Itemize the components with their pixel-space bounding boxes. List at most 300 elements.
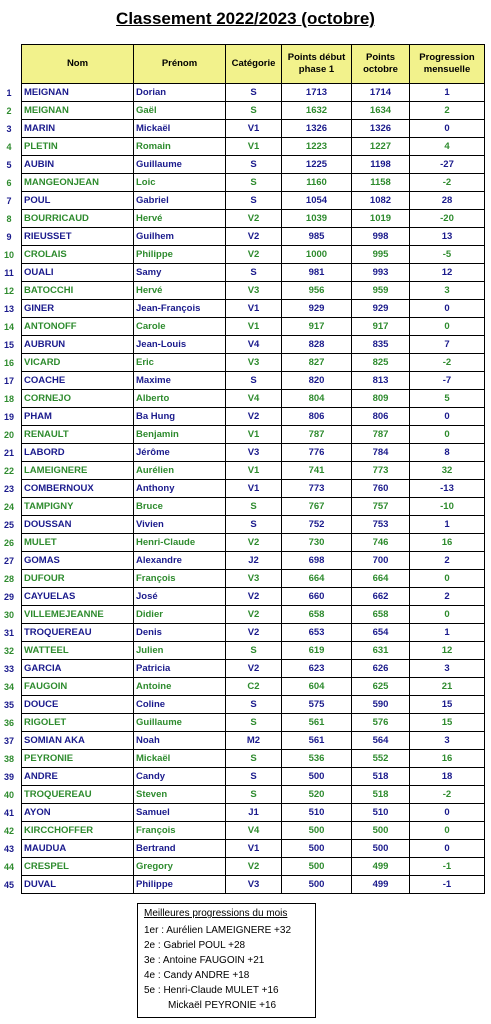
cell-points-octobre: 518 xyxy=(352,768,410,786)
table-row xyxy=(22,480,485,498)
cell-progression: -20 xyxy=(410,210,485,228)
cell-prenom: Hervé xyxy=(134,210,226,228)
cell-points-octobre: 998 xyxy=(352,228,410,246)
cell-progression: -27 xyxy=(410,156,485,174)
cell-categorie: V1 xyxy=(226,120,282,138)
cell-points-debut: 787 xyxy=(282,426,352,444)
cell-points-octobre: 959 xyxy=(352,282,410,300)
rank-number: 12 xyxy=(3,286,14,296)
ranking-table xyxy=(21,44,485,894)
cell-nom: ANDRE xyxy=(22,768,134,786)
header-progression: Progression mensuelle xyxy=(410,45,485,84)
table-row xyxy=(22,336,485,354)
cell-categorie: V1 xyxy=(226,480,282,498)
table-row xyxy=(22,444,485,462)
cell-points-octobre: 662 xyxy=(352,588,410,606)
cell-categorie: V2 xyxy=(226,246,282,264)
cell-points-octobre: 813 xyxy=(352,372,410,390)
cell-nom: POUL xyxy=(22,192,134,210)
cell-nom: DUVAL xyxy=(22,876,134,894)
table-row xyxy=(22,102,485,120)
cell-categorie: S xyxy=(226,264,282,282)
cell-prenom: Jean-Louis xyxy=(134,336,226,354)
cell-nom: AYON xyxy=(22,804,134,822)
cell-categorie: V1 xyxy=(226,426,282,444)
cell-progression: -10 xyxy=(410,498,485,516)
legend-line: 3e : Antoine FAUGOIN +21 xyxy=(144,955,265,966)
cell-points-octobre: 658 xyxy=(352,606,410,624)
cell-prenom: Denis xyxy=(134,624,226,642)
cell-prenom: Carole xyxy=(134,318,226,336)
table-row xyxy=(22,534,485,552)
rank-number: 15 xyxy=(3,340,14,350)
rank-number: 13 xyxy=(3,304,14,314)
rank-number: 21 xyxy=(3,448,14,458)
cell-points-octobre: 1714 xyxy=(352,84,410,102)
cell-categorie: V2 xyxy=(226,858,282,876)
cell-categorie: V3 xyxy=(226,444,282,462)
cell-points-octobre: 995 xyxy=(352,246,410,264)
cell-prenom: Coline xyxy=(134,696,226,714)
rank-number: 27 xyxy=(3,556,14,566)
header-points-debut: Points début phase 1 xyxy=(282,45,352,84)
cell-categorie: S xyxy=(226,174,282,192)
cell-progression: -1 xyxy=(410,858,485,876)
cell-nom: SOMIAN AKA xyxy=(22,732,134,750)
rank-number: 9 xyxy=(6,232,12,242)
rank-number: 10 xyxy=(3,250,14,260)
cell-categorie: S xyxy=(226,192,282,210)
cell-nom: DOUCE xyxy=(22,696,134,714)
rank-number: 28 xyxy=(3,574,14,584)
cell-points-octobre: 631 xyxy=(352,642,410,660)
cell-points-debut: 1326 xyxy=(282,120,352,138)
rank-number: 26 xyxy=(3,538,14,548)
table-row xyxy=(22,318,485,336)
cell-progression: 32 xyxy=(410,462,485,480)
cell-categorie: S xyxy=(226,750,282,768)
cell-progression: 0 xyxy=(410,426,485,444)
cell-prenom: Mickaël xyxy=(134,750,226,768)
table-row xyxy=(22,372,485,390)
rank-number: 2 xyxy=(6,106,12,116)
page-title xyxy=(0,9,491,29)
header-row xyxy=(22,45,485,84)
table-row xyxy=(22,606,485,624)
table-row xyxy=(22,660,485,678)
rank-number: 38 xyxy=(3,754,14,764)
table-row xyxy=(22,228,485,246)
cell-points-debut: 1039 xyxy=(282,210,352,228)
cell-points-octobre: 518 xyxy=(352,786,410,804)
table-row xyxy=(22,264,485,282)
cell-points-debut: 1054 xyxy=(282,192,352,210)
ranking-body xyxy=(22,84,485,894)
rank-number: 36 xyxy=(3,718,14,728)
cell-points-octobre: 1158 xyxy=(352,174,410,192)
header-prenom: Prénom xyxy=(134,45,226,84)
cell-points-octobre: 654 xyxy=(352,624,410,642)
cell-points-octobre: 500 xyxy=(352,822,410,840)
legend-line: 4e : Candy ANDRE +18 xyxy=(144,970,250,981)
rank-number: 25 xyxy=(3,520,14,530)
cell-nom: CAYUELAS xyxy=(22,588,134,606)
rank-number: 39 xyxy=(3,772,14,782)
table-row xyxy=(22,840,485,858)
cell-points-debut: 981 xyxy=(282,264,352,282)
cell-points-debut: 623 xyxy=(282,660,352,678)
cell-categorie: V4 xyxy=(226,336,282,354)
cell-progression: 0 xyxy=(410,300,485,318)
table-row xyxy=(22,516,485,534)
cell-progression: -5 xyxy=(410,246,485,264)
rank-number: 18 xyxy=(3,394,14,404)
cell-nom: RIGOLET xyxy=(22,714,134,732)
cell-progression: 2 xyxy=(410,588,485,606)
rank-number: 5 xyxy=(6,160,12,170)
best-progressions-box xyxy=(137,903,316,1018)
cell-nom: KIRCCHOFFER xyxy=(22,822,134,840)
table-row xyxy=(22,426,485,444)
table-row xyxy=(22,84,485,102)
rank-number: 32 xyxy=(3,646,14,656)
cell-nom: PEYRONIE xyxy=(22,750,134,768)
rank-number: 6 xyxy=(6,178,12,188)
cell-points-debut: 698 xyxy=(282,552,352,570)
rank-number: 14 xyxy=(3,322,14,332)
cell-progression: 0 xyxy=(410,840,485,858)
table-row xyxy=(22,804,485,822)
cell-nom: GOMAS xyxy=(22,552,134,570)
cell-points-debut: 929 xyxy=(282,300,352,318)
cell-points-octobre: 809 xyxy=(352,390,410,408)
cell-nom: WATTEEL xyxy=(22,642,134,660)
cell-points-debut: 827 xyxy=(282,354,352,372)
cell-nom: MANGEONJEAN xyxy=(22,174,134,192)
cell-points-octobre: 625 xyxy=(352,678,410,696)
cell-prenom: Henri-Claude xyxy=(134,534,226,552)
cell-progression: -7 xyxy=(410,372,485,390)
cell-prenom: François xyxy=(134,570,226,588)
cell-progression: 1 xyxy=(410,516,485,534)
cell-points-octobre: 787 xyxy=(352,426,410,444)
cell-prenom: Noah xyxy=(134,732,226,750)
cell-nom: TROQUEREAU xyxy=(22,786,134,804)
cell-prenom: Aurélien xyxy=(134,462,226,480)
cell-nom: FAUGOIN xyxy=(22,678,134,696)
cell-points-debut: 804 xyxy=(282,390,352,408)
table-row xyxy=(22,552,485,570)
cell-progression: 5 xyxy=(410,390,485,408)
cell-prenom: Loic xyxy=(134,174,226,192)
table-row xyxy=(22,498,485,516)
rank-number: 41 xyxy=(3,808,14,818)
cell-progression: 0 xyxy=(410,408,485,426)
cell-categorie: V3 xyxy=(226,282,282,300)
cell-points-octobre: 564 xyxy=(352,732,410,750)
cell-points-octobre: 510 xyxy=(352,804,410,822)
cell-points-debut: 956 xyxy=(282,282,352,300)
cell-progression: 2 xyxy=(410,102,485,120)
cell-categorie: V2 xyxy=(226,624,282,642)
cell-points-debut: 985 xyxy=(282,228,352,246)
cell-prenom: Guillaume xyxy=(134,714,226,732)
cell-progression: -2 xyxy=(410,786,485,804)
title-text: Classement 2022/2023 (octobre) xyxy=(116,9,375,28)
rank-number: 31 xyxy=(3,628,14,638)
cell-points-octobre: 499 xyxy=(352,858,410,876)
table-row xyxy=(22,714,485,732)
cell-nom: CROLAIS xyxy=(22,246,134,264)
cell-points-octobre: 929 xyxy=(352,300,410,318)
cell-points-debut: 561 xyxy=(282,714,352,732)
cell-nom: COACHE xyxy=(22,372,134,390)
cell-points-debut: 500 xyxy=(282,768,352,786)
cell-points-debut: 653 xyxy=(282,624,352,642)
table-row xyxy=(22,570,485,588)
cell-prenom: Alberto xyxy=(134,390,226,408)
cell-nom: LABORD xyxy=(22,444,134,462)
cell-points-debut: 664 xyxy=(282,570,352,588)
rank-number: 30 xyxy=(3,610,14,620)
cell-prenom: Gregory xyxy=(134,858,226,876)
cell-points-debut: 1632 xyxy=(282,102,352,120)
table-row xyxy=(22,462,485,480)
cell-points-octobre: 576 xyxy=(352,714,410,732)
cell-nom: PLETIN xyxy=(22,138,134,156)
cell-points-debut: 730 xyxy=(282,534,352,552)
cell-points-octobre: 760 xyxy=(352,480,410,498)
cell-points-debut: 1225 xyxy=(282,156,352,174)
cell-nom: VILLEMEJEANNE xyxy=(22,606,134,624)
rank-number: 35 xyxy=(3,700,14,710)
cell-categorie: V1 xyxy=(226,462,282,480)
cell-nom: MULET xyxy=(22,534,134,552)
cell-categorie: S xyxy=(226,714,282,732)
cell-prenom: Bertrand xyxy=(134,840,226,858)
table-row xyxy=(22,156,485,174)
cell-points-debut: 806 xyxy=(282,408,352,426)
cell-categorie: V1 xyxy=(226,138,282,156)
cell-categorie: S xyxy=(226,498,282,516)
cell-nom: BOURRICAUD xyxy=(22,210,134,228)
cell-points-debut: 1713 xyxy=(282,84,352,102)
rank-number: 8 xyxy=(6,214,12,224)
cell-prenom: Samy xyxy=(134,264,226,282)
cell-prenom: Jean-François xyxy=(134,300,226,318)
cell-nom: MEIGNAN xyxy=(22,84,134,102)
cell-points-debut: 561 xyxy=(282,732,352,750)
table-row xyxy=(22,192,485,210)
cell-points-debut: 500 xyxy=(282,876,352,894)
cell-categorie: V1 xyxy=(226,318,282,336)
cell-categorie: S xyxy=(226,642,282,660)
cell-prenom: Dorian xyxy=(134,84,226,102)
cell-prenom: Didier xyxy=(134,606,226,624)
cell-categorie: V1 xyxy=(226,300,282,318)
table-row xyxy=(22,210,485,228)
cell-prenom: Alexandre xyxy=(134,552,226,570)
cell-prenom: Eric xyxy=(134,354,226,372)
cell-points-octobre: 664 xyxy=(352,570,410,588)
cell-points-debut: 510 xyxy=(282,804,352,822)
table-row xyxy=(22,120,485,138)
cell-prenom: Bruce xyxy=(134,498,226,516)
table-row xyxy=(22,624,485,642)
rank-number: 40 xyxy=(3,790,14,800)
cell-nom: GINER xyxy=(22,300,134,318)
cell-categorie: V2 xyxy=(226,588,282,606)
rank-number: 29 xyxy=(3,592,14,602)
table-row xyxy=(22,246,485,264)
cell-categorie: V3 xyxy=(226,570,282,588)
cell-prenom: Samuel xyxy=(134,804,226,822)
cell-points-debut: 828 xyxy=(282,336,352,354)
cell-points-octobre: 499 xyxy=(352,876,410,894)
cell-nom: OUALI xyxy=(22,264,134,282)
cell-points-octobre: 835 xyxy=(352,336,410,354)
cell-progression: 3 xyxy=(410,660,485,678)
cell-points-debut: 767 xyxy=(282,498,352,516)
cell-points-debut: 500 xyxy=(282,822,352,840)
cell-progression: 12 xyxy=(410,264,485,282)
cell-prenom: Romain xyxy=(134,138,226,156)
table-row xyxy=(22,138,485,156)
cell-progression: 7 xyxy=(410,336,485,354)
cell-points-octobre: 993 xyxy=(352,264,410,282)
cell-nom: CRESPEL xyxy=(22,858,134,876)
cell-progression: 16 xyxy=(410,750,485,768)
cell-points-debut: 752 xyxy=(282,516,352,534)
cell-points-debut: 773 xyxy=(282,480,352,498)
table-row xyxy=(22,282,485,300)
cell-points-octobre: 746 xyxy=(352,534,410,552)
cell-categorie: M2 xyxy=(226,732,282,750)
cell-points-octobre: 700 xyxy=(352,552,410,570)
cell-nom: ANTONOFF xyxy=(22,318,134,336)
cell-categorie: J2 xyxy=(226,552,282,570)
cell-points-octobre: 753 xyxy=(352,516,410,534)
cell-progression: 13 xyxy=(410,228,485,246)
cell-points-debut: 776 xyxy=(282,444,352,462)
cell-prenom: Philippe xyxy=(134,246,226,264)
cell-points-debut: 741 xyxy=(282,462,352,480)
cell-prenom: Patricia xyxy=(134,660,226,678)
cell-nom: PHAM xyxy=(22,408,134,426)
cell-points-debut: 658 xyxy=(282,606,352,624)
cell-prenom: Benjamin xyxy=(134,426,226,444)
header-points-octobre: Points octobre xyxy=(352,45,410,84)
cell-nom: MEIGNAN xyxy=(22,102,134,120)
cell-points-debut: 536 xyxy=(282,750,352,768)
cell-categorie: V2 xyxy=(226,660,282,678)
rank-column xyxy=(0,84,18,894)
rank-number: 20 xyxy=(3,430,14,440)
cell-points-octobre: 773 xyxy=(352,462,410,480)
cell-points-octobre: 784 xyxy=(352,444,410,462)
rank-number: 11 xyxy=(4,268,14,278)
table-row xyxy=(22,588,485,606)
cell-prenom: Gaël xyxy=(134,102,226,120)
cell-prenom: Vivien xyxy=(134,516,226,534)
cell-progression: 4 xyxy=(410,138,485,156)
table-row xyxy=(22,822,485,840)
cell-progression: -2 xyxy=(410,174,485,192)
cell-points-debut: 604 xyxy=(282,678,352,696)
legend-title: Meilleures progressions du mois xyxy=(144,908,288,919)
cell-points-debut: 575 xyxy=(282,696,352,714)
legend-line: 1er : Aurélien LAMEIGNERE +32 xyxy=(144,925,292,936)
cell-points-octobre: 806 xyxy=(352,408,410,426)
cell-progression: 0 xyxy=(410,120,485,138)
cell-progression: -2 xyxy=(410,354,485,372)
cell-progression: 3 xyxy=(410,282,485,300)
rank-number: 7 xyxy=(6,196,12,206)
table-row xyxy=(22,642,485,660)
cell-points-octobre: 500 xyxy=(352,840,410,858)
rank-number: 44 xyxy=(3,862,14,872)
legend-line: 5e : Henri-Claude MULET +16 xyxy=(144,985,279,996)
cell-points-octobre: 757 xyxy=(352,498,410,516)
cell-prenom: Antoine xyxy=(134,678,226,696)
cell-points-octobre: 1326 xyxy=(352,120,410,138)
rank-number: 37 xyxy=(3,736,14,746)
cell-categorie: V3 xyxy=(226,876,282,894)
rank-number: 22 xyxy=(3,466,14,476)
cell-categorie: V2 xyxy=(226,606,282,624)
cell-points-octobre: 1019 xyxy=(352,210,410,228)
cell-points-debut: 820 xyxy=(282,372,352,390)
cell-points-octobre: 1227 xyxy=(352,138,410,156)
cell-nom: DOUSSAN xyxy=(22,516,134,534)
cell-points-octobre: 1198 xyxy=(352,156,410,174)
cell-nom: LAMEIGNERE xyxy=(22,462,134,480)
cell-prenom: Guilhem xyxy=(134,228,226,246)
cell-progression: 18 xyxy=(410,768,485,786)
cell-categorie: V2 xyxy=(226,228,282,246)
cell-progression: 12 xyxy=(410,642,485,660)
cell-categorie: S xyxy=(226,786,282,804)
cell-progression: 0 xyxy=(410,570,485,588)
cell-nom: GARCIA xyxy=(22,660,134,678)
cell-categorie: V3 xyxy=(226,354,282,372)
rank-number: 45 xyxy=(3,880,14,890)
cell-categorie: C2 xyxy=(226,678,282,696)
cell-nom: AUBIN xyxy=(22,156,134,174)
cell-progression: 28 xyxy=(410,192,485,210)
legend-line: Mickaël PEYRONIE +16 xyxy=(168,1000,277,1011)
table-row xyxy=(22,750,485,768)
cell-categorie: V4 xyxy=(226,390,282,408)
table-row xyxy=(22,408,485,426)
cell-progression: 15 xyxy=(410,714,485,732)
cell-nom: RIEUSSET xyxy=(22,228,134,246)
cell-prenom: Philippe xyxy=(134,876,226,894)
cell-points-octobre: 917 xyxy=(352,318,410,336)
cell-points-debut: 917 xyxy=(282,318,352,336)
rank-number: 23 xyxy=(3,484,14,494)
table-row xyxy=(22,876,485,894)
cell-nom: TROQUEREAU xyxy=(22,624,134,642)
cell-prenom: Anthony xyxy=(134,480,226,498)
cell-points-octobre: 825 xyxy=(352,354,410,372)
cell-progression: 1 xyxy=(410,84,485,102)
rank-number: 33 xyxy=(3,664,14,674)
cell-categorie: S xyxy=(226,156,282,174)
cell-points-octobre: 552 xyxy=(352,750,410,768)
cell-nom: TAMPIGNY xyxy=(22,498,134,516)
cell-prenom: Steven xyxy=(134,786,226,804)
